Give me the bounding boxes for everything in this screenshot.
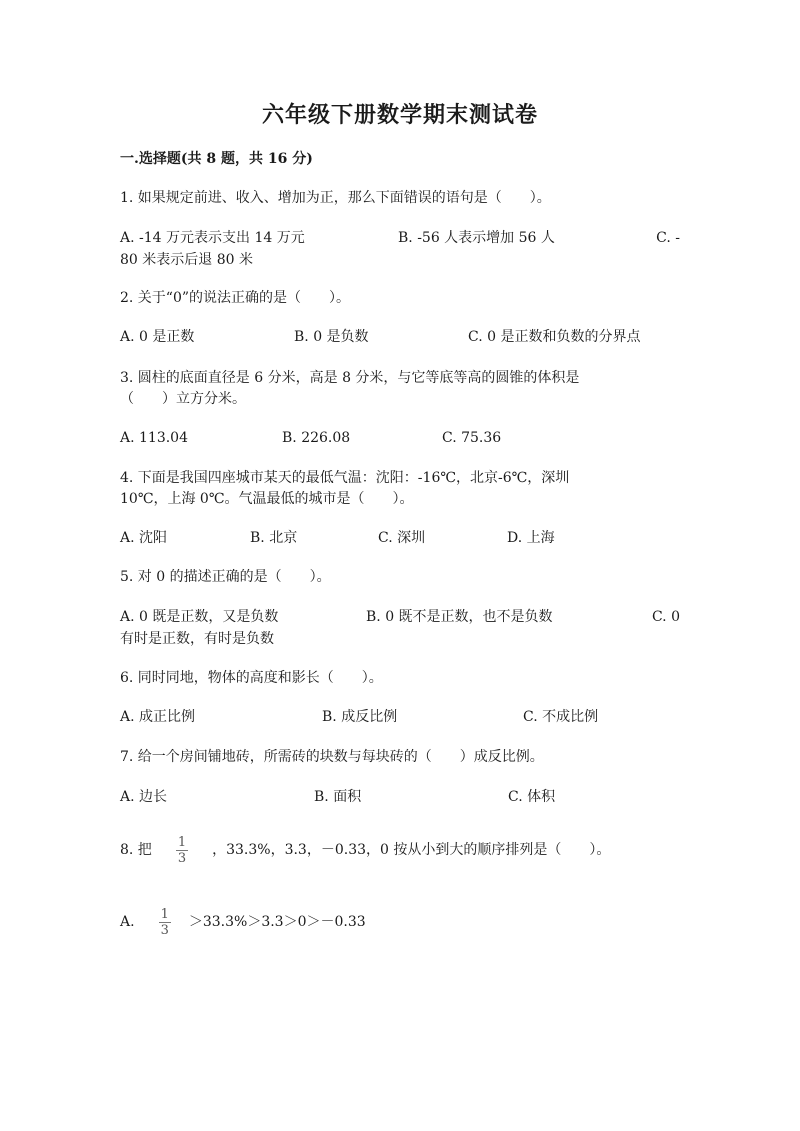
fraction-numerator: 1: [177, 834, 187, 850]
question-4-stem-line2: 10℃，上海 0℃。气温最低的城市是（ ）。: [120, 491, 414, 507]
question-4-option-d[interactable]: D. 上海: [507, 530, 555, 546]
section-heading: 一.选择题(共 8 题，共 16 分): [120, 151, 313, 167]
question-3-option-c[interactable]: C. 75.36: [442, 430, 502, 446]
question-4-option-c[interactable]: C. 深圳: [378, 530, 426, 546]
question-5-option-c[interactable]: C. 0: [651, 609, 680, 625]
question-2-option-a[interactable]: A. 0 是正数: [120, 329, 195, 345]
question-1-option-b[interactable]: B. -56 人表示增加 56 人: [398, 230, 555, 246]
question-6-stem: 6. 同时同地，物体的高度和影长（ ）。: [120, 670, 383, 686]
question-5-option-a[interactable]: A. 0 既是正数，又是负数: [120, 609, 279, 625]
page-title: 六年级下册数学期末测试卷: [261, 102, 538, 128]
question-6-option-b[interactable]: B. 成反比例: [322, 709, 398, 725]
fraction-denominator: 3: [177, 850, 187, 866]
question-5-option-b[interactable]: B. 0 既不是正数，也不是负数: [366, 609, 553, 625]
question-4-options: [120, 527, 680, 571]
question-1-options: [120, 227, 680, 271]
question-2-option-c[interactable]: C. 0 是正数和负数的分界点: [468, 329, 641, 345]
question-1-option-c-continued[interactable]: 80 米表示后退 80 米: [120, 252, 253, 268]
question-2-option-b[interactable]: B. 0 是负数: [294, 329, 369, 345]
question-3-option-a[interactable]: A. 113.04: [120, 430, 188, 446]
fraction-numerator: 1: [160, 906, 169, 922]
question-7-option-a[interactable]: A. 边长: [120, 789, 168, 805]
question-7-stem: 7. 给一个房间铺地砖，所需砖的块数与每块砖的（ ）成反比例。: [120, 749, 544, 765]
question-8-fraction: [176, 835, 188, 866]
question-3-options: [120, 427, 680, 471]
question-8-stem-prefix: 8. 把: [120, 842, 152, 858]
option-a-suffix: ＞33.3%＞3.3＞0＞－0.33: [188, 914, 366, 930]
option-a-prefix: A.: [120, 914, 135, 930]
question-1-option-a[interactable]: A. -14 万元表示支出 14 万元: [120, 230, 305, 246]
question-3-option-b[interactable]: B. 226.08: [282, 430, 351, 446]
question-8-stem-suffix: ，33.3%，3.3，－0.33，0 按从小到大的顺序排列是（ ）。: [212, 842, 611, 858]
question-7-option-b[interactable]: B. 面积: [314, 789, 362, 805]
fraction-denominator: 3: [160, 922, 169, 938]
question-8-option-a[interactable]: [120, 904, 366, 940]
question-6-option-a[interactable]: A. 成正比例: [120, 709, 196, 725]
question-4-option-b[interactable]: B. 北京: [250, 530, 298, 546]
question-7-option-c[interactable]: C. 体积: [508, 789, 556, 805]
question-3-stem-line2: （ ）立方分米。: [120, 391, 246, 407]
question-2-options: [120, 326, 680, 370]
question-6-option-c[interactable]: C. 不成比例: [523, 709, 599, 725]
question-4-option-a[interactable]: A. 沈阳: [120, 530, 168, 546]
question-5-stem: 5. 对 0 的描述正确的是（ ）。: [120, 569, 331, 585]
question-1-option-c[interactable]: C. -: [656, 230, 680, 246]
question-8-stem: [120, 832, 610, 868]
question-7-options: [120, 786, 680, 830]
question-4-stem-line1: 4. 下面是我国四座城市某天的最低气温：沈阳：-16℃，北京-6℃，深圳: [120, 470, 570, 486]
question-3-stem-line1: 3. 圆柱的底面直径是 6 分米，高是 8 分米，与它等底等高的圆锥的体积是: [120, 370, 580, 386]
question-2-stem: 2. 关于“0”的说法正确的是（ ）。: [120, 290, 351, 306]
question-1-stem: 1. 如果规定前进、收入、增加为正，那么下面错误的语句是（ ）。: [120, 190, 551, 206]
question-6-options: [120, 706, 680, 750]
option-a-fraction: [159, 907, 171, 938]
question-5-options: [120, 606, 680, 650]
question-5-option-c-continued[interactable]: 有时是正数，有时是负数: [120, 631, 274, 647]
